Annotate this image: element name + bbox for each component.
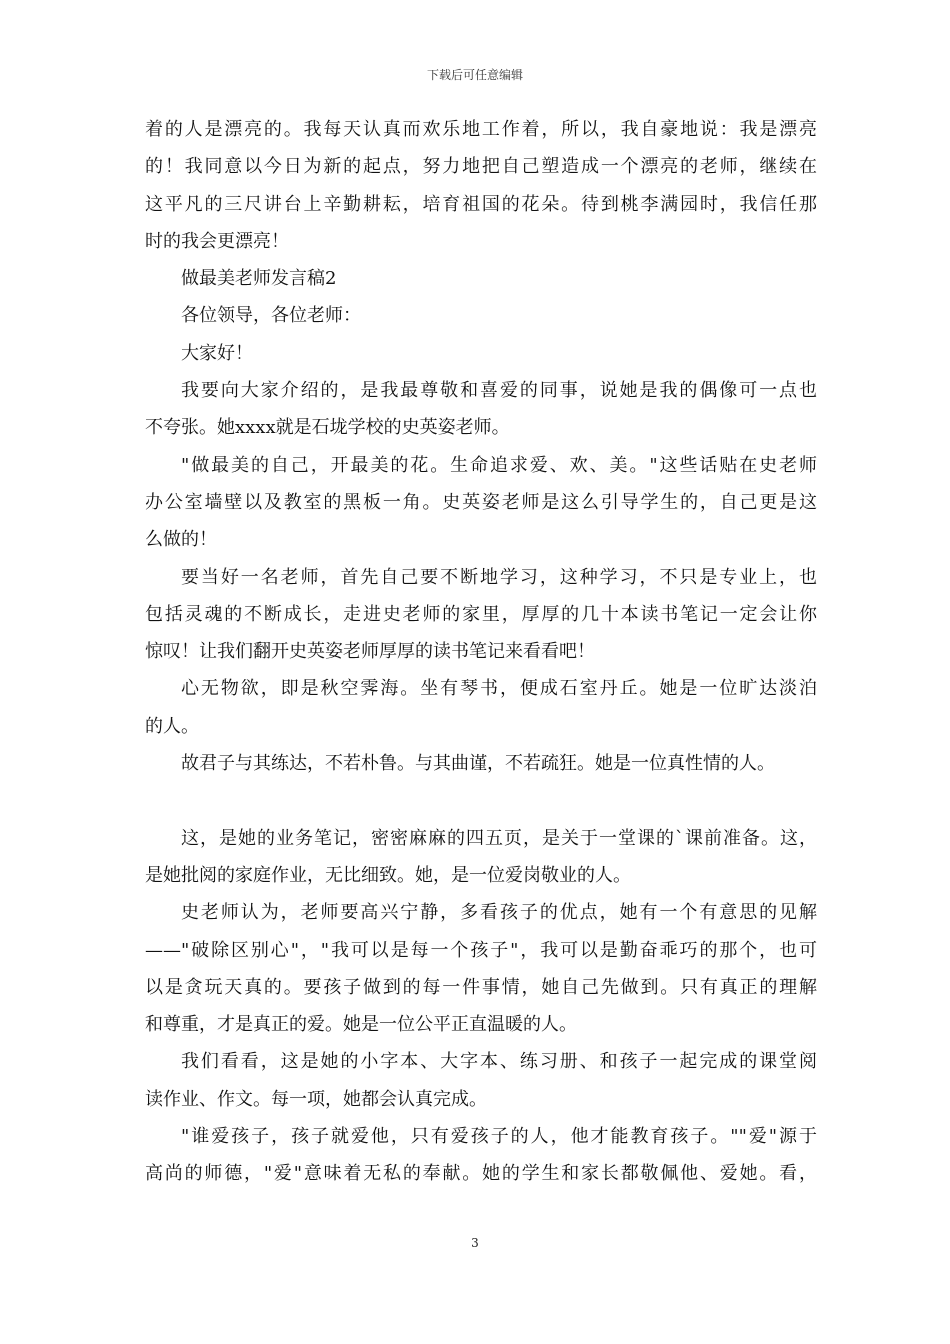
- text-line: 着的人是漂亮的。我每天认真而欢乐地工作着，所以，我自豪地说：我是漂亮: [145, 119, 817, 140]
- text-line: 和尊重，才是真正的爱。她是一位公平正直温暖的人。: [145, 1014, 577, 1036]
- text-line: 我们看看，这是她的小字本、大字本、练习册、和孩子一起完成的课堂阅: [181, 1051, 817, 1073]
- section-title: 做最美老师发言稿2: [181, 268, 337, 290]
- text-line: 这，是她的业务笔记，密密麻麻的四五页，是关于一堂课的`课前准备。这，: [181, 827, 817, 849]
- salutation: 各位领导，各位老师：: [181, 305, 361, 327]
- body-text: [145, 111, 817, 1193]
- page-header: 下载后可任意编辑: [426, 68, 523, 82]
- text-line: ——"破除区别心"，"我可以是每一个孩子"，我可以是勤奋乖巧的那个，也可: [145, 939, 817, 961]
- text-line: 以是贪玩天真的。要孩子做到的每一件事情，她自己先做到。只有真正的理解: [145, 976, 817, 998]
- text-line: 故君子与其练达，不若朴鲁。与其曲谨，不若疏狂。她是一位真性情的人。: [181, 753, 775, 775]
- page-number: 3: [471, 1236, 479, 1250]
- text-line: "做最美的自己，开最美的花。生命追求爱、欢、美。"这些话贴在史老师: [181, 454, 817, 476]
- text-line: 不夸张。她xxxx就是石垅学校的史英姿老师。: [145, 417, 510, 439]
- greeting: 大家好！: [181, 342, 253, 364]
- text-line: 时的我会更漂亮！: [145, 230, 289, 252]
- text-line: 办公室墙壁以及教室的黑板一角。史英姿老师是这么引导学生的，自己更是这: [145, 491, 817, 513]
- text-line: 史老师认为，老师要高兴宁静，多看孩子的优点，她有一个有意思的见解: [181, 902, 817, 924]
- paragraph-gap: [145, 782, 817, 819]
- text-line: 的人。: [145, 715, 199, 737]
- text-line: 高尚的师德，"爱"意味着无私的奉献。她的学生和家长都敬佩他、爱她。看，: [145, 1163, 817, 1185]
- text-line: 惊叹！让我们翻开史英姿老师厚厚的读书笔记来看看吧！: [145, 641, 595, 663]
- text-line: 心无物欲，即是秋空霁海。坐有琴书，便成石室丹丘。她是一位旷达淡泊: [181, 678, 817, 700]
- text-line: "谁爱孩子，孩子就爱他，只有爱孩子的人，他才能教育孩子。""爱"源于: [181, 1126, 817, 1148]
- text-line: 么做的！: [145, 529, 217, 551]
- text-line: 要当好一名老师，首先自己要不断地学习，这种学习，不只是专业上，也: [181, 566, 817, 588]
- text-line: 包括灵魂的不断成长，走进史老师的家里，厚厚的几十本读书笔记一定会让你: [145, 603, 817, 625]
- text-line: 这平凡的三尺讲台上辛勤耕耘，培育祖国的花朵。待到桃李满园时，我信任那: [145, 193, 817, 215]
- text-line: 的！我同意以今日为新的起点，努力地把自己塑造成一个漂亮的老师，继续在: [145, 156, 817, 178]
- text-line: 读作业、作文。每一项，她都会认真完成。: [145, 1088, 487, 1110]
- text-line: 是她批阅的家庭作业，无比细致。她，是一位爱岗敬业的人。: [145, 864, 631, 886]
- text-line: 我要向大家介绍的，是我最尊敬和喜爱的同事，说她是我的偶像可一点也: [181, 380, 817, 402]
